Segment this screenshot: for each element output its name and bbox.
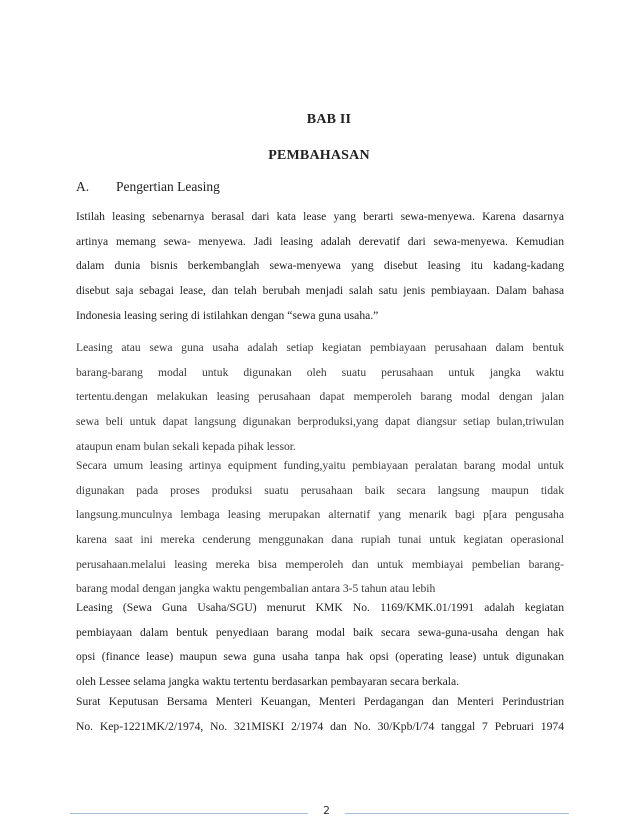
paragraph-line: barang modal dengan jangka waktu pengembalian antara 3-5 tahun atau lebih	[76, 582, 436, 596]
paragraph-line: barang-barang modal untuk digunakan oleh suatu perusahaan untuk jangka waktu	[76, 365, 564, 379]
paragraph-5	[76, 690, 564, 739]
page-footer	[0, 803, 638, 823]
paragraph-line: langsung.munculnya lembaga leasing merupakan alternatif yang menarik bagi p[ara pengusaha	[76, 508, 564, 522]
paragraph-line: disebut saja sebagai lease, dan telah berubah menjadi salah satu jenis pembiayaan. Dalam bahasa	[76, 284, 564, 298]
paragraph-line: Secara umum leasing artinya equipment funding,yaitu pembiayaan peralatan barang modal untuk	[76, 459, 564, 472]
paragraph-line: sewa beli untuk dapat langsung digunakan berproduksi,yang dapat diangsur setiap bulan,triwulan	[76, 415, 564, 429]
paragraph-line: Istilah leasing sebenarnya berasal dari kata lease yang berarti sewa-menyewa. Karena dasarnya	[76, 210, 564, 223]
footer-rule-right	[345, 813, 569, 814]
section-title: Pengertian Leasing	[116, 179, 220, 194]
paragraph-line: pembiayaan dalam bentuk penyediaan barang modal baik secara sewa-guna-usaha dengan hak	[76, 625, 564, 639]
page-number: 2	[323, 804, 330, 817]
paragraph-line: perusahaan.melalui leasing mereka bisa memperoleh dan untuk membiayai pembelian barang-	[76, 557, 564, 571]
footer-rule-left	[70, 813, 308, 814]
paragraph-4	[76, 596, 564, 695]
paragraph-line: tertentu.dengan melakukan leasing perusahaan dapat memperoleh barang modal dengan jalan	[76, 390, 564, 404]
paragraph-line: karena saat ini mereka cenderung menggunakan dana rupiah tunai untuk kegiatan operasional	[76, 533, 564, 547]
chapter-heading: BAB II	[306, 112, 352, 127]
paragraph-line: ataupun enam bulan sekali kepada pihak lessor.	[76, 439, 296, 453]
paragraph-line: dalam dunia bisnis berkembanglah sewa-menyewa yang disebut leasing itu kadang-kadang	[76, 259, 564, 273]
paragraph-line: opsi (finance lease) maupun sewa guna usaha tanpa hak opsi (operating lease) untuk digunakan	[76, 650, 564, 664]
paragraph-line: Leasing atau sewa guna usaha adalah setiap kegiatan pembiayaan perusahaan dalam bentuk	[76, 341, 564, 354]
section-letter: A.	[76, 179, 90, 194]
paragraph-line: oleh Lessee selama jangka waktu tertentu berdasarkan pembayaran secara berkala.	[76, 675, 460, 689]
paragraph-line: Leasing (Sewa Guna Usaha/SGU) menurut KMK No. 1169/KMK.01/1991 adalah kegiatan	[76, 601, 564, 614]
paragraph-line: digunakan pada proses produksi suatu perusahaan baik secara langsung maupun tidak	[76, 483, 564, 497]
paragraph-line: Indonesia leasing sering di istilahkan dengan “sewa guna usaha.”	[76, 308, 379, 322]
paragraph-line: artinya memang sewa- menyewa. Jadi leasing adalah derevatif dari sewa-menyewa. Kemudian	[76, 234, 564, 248]
paragraph-1	[76, 205, 564, 328]
paragraph-line: No. Kep-1221MK/2/1974, No. 321MISKI 2/1974 dan No. 30/Kpb/I/74 tanggal 7 Pebruari 1974	[76, 719, 564, 733]
section-heading	[76, 179, 220, 195]
paragraph-line: Surat Keputusan Bersama Menteri Keuangan, Menteri Perdagangan dan Menteri Perindustrian	[76, 695, 564, 708]
paragraph-3	[76, 454, 564, 602]
chapter-title: PEMBAHASAN	[268, 148, 370, 163]
paragraph-2	[76, 336, 564, 459]
